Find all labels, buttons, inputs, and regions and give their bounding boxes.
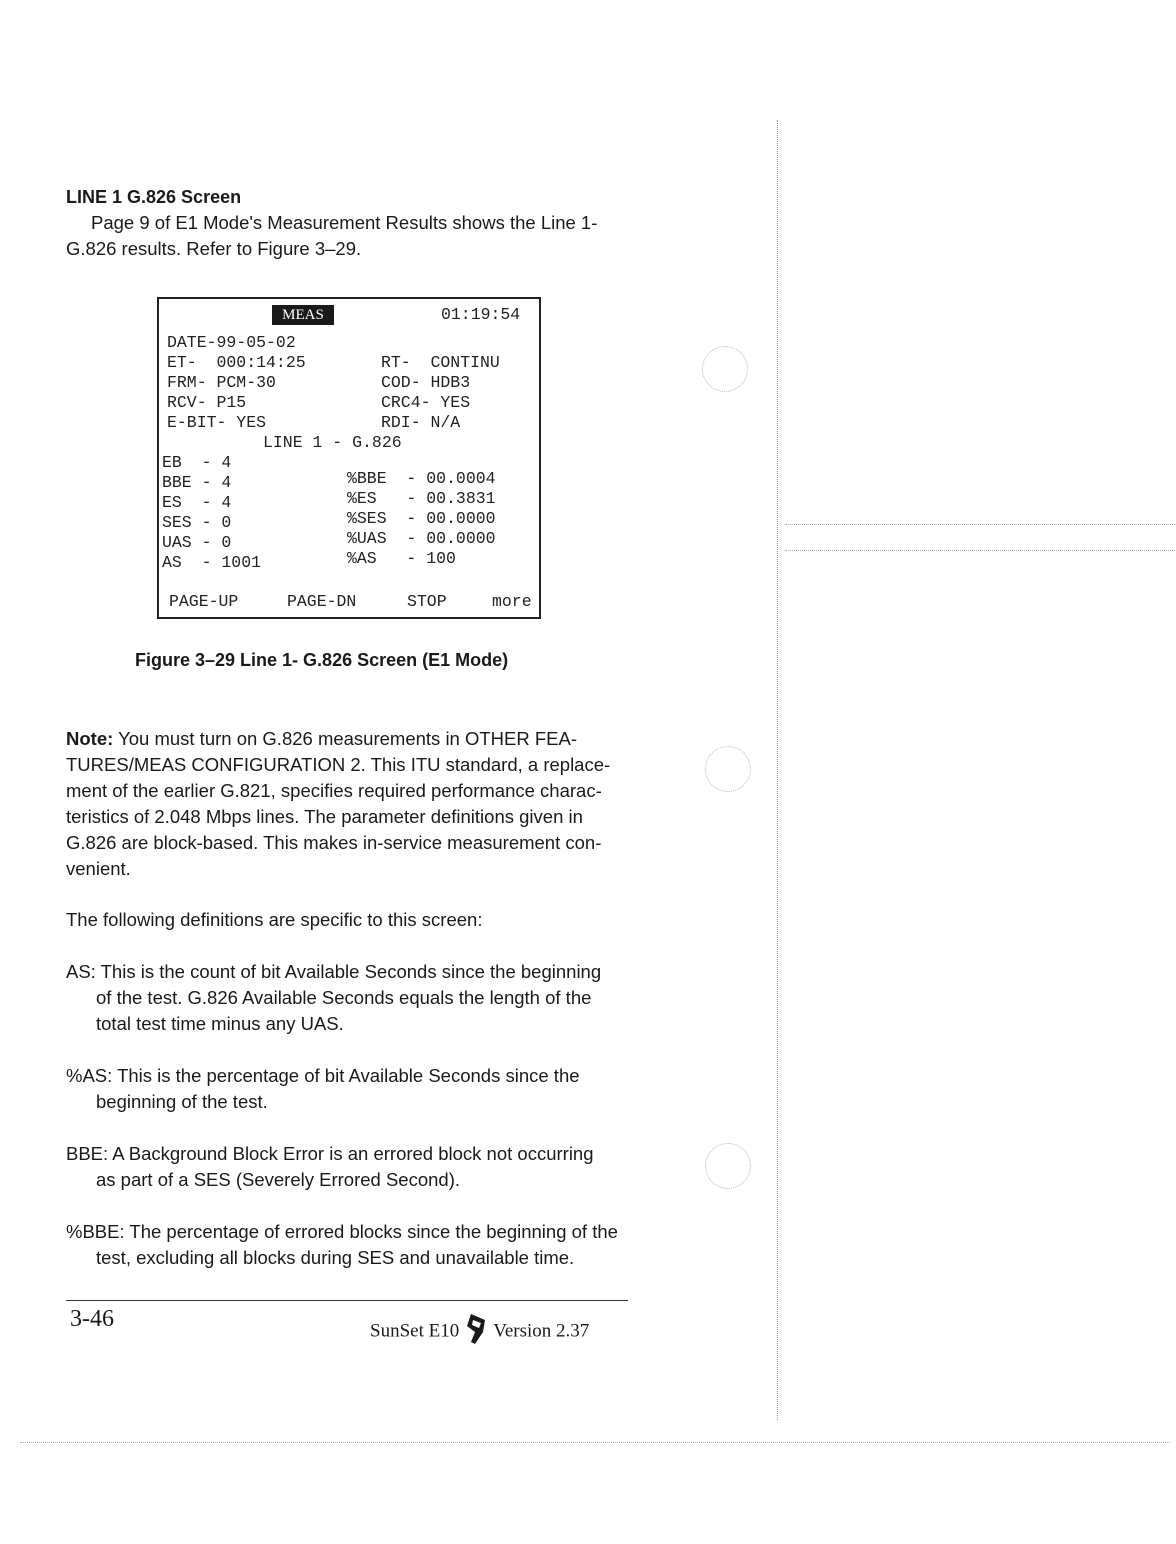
definition-pct-bbe-line-1: test, excluding all blocks during SES and unavailable time. xyxy=(96,1247,575,1268)
definition-bbe-line-1: as part of a SES (Severely Errored Second). xyxy=(96,1169,461,1190)
meas-screen-figure xyxy=(157,297,541,619)
note-line-3: teristics of 2.048 Mbps lines. The parameter definitions given in xyxy=(66,806,583,827)
count-eb: EB - 4 xyxy=(162,453,232,472)
definition-as-line-0: AS: This is the count of bit Available Seconds since the beginning xyxy=(66,961,602,982)
punch-hole-3 xyxy=(705,1143,751,1189)
count-es: ES - 4 xyxy=(162,493,232,512)
note-line-5: venient. xyxy=(66,858,131,879)
intro-paragraph xyxy=(66,210,626,262)
count-bbe: BBE - 4 xyxy=(162,473,232,492)
count-as: AS - 1001 xyxy=(162,553,262,572)
definition-pct-bbe xyxy=(66,1219,628,1271)
note-line-4: G.826 are block-based. This makes in-service measurement con- xyxy=(66,832,602,853)
screen-heading: LINE 1 - G.826 xyxy=(263,433,402,452)
mode-badge: MEAS xyxy=(272,305,334,325)
clock: 01:19:54 xyxy=(441,305,521,324)
pct-bbe: %BBE - 00.0004 xyxy=(347,469,496,488)
pct-es: %ES - 00.3831 xyxy=(347,489,496,508)
softkey-bar xyxy=(159,591,539,613)
footer-product-version xyxy=(370,1312,589,1352)
note-line-0: You must turn on G.826 measurements in OTHER FEA- xyxy=(113,728,578,749)
intro-line-1: Page 9 of E1 Mode's Measurement Results shows the Line 1- xyxy=(91,212,598,233)
count-uas: UAS - 0 xyxy=(162,533,232,552)
punch-hole-1 xyxy=(702,346,748,392)
pct-ses: %SES - 00.0000 xyxy=(347,509,496,528)
status-right-2: CRC4- YES xyxy=(381,393,471,412)
scan-dots-1 xyxy=(785,524,1175,525)
status-left-2: RCV- P15 xyxy=(167,393,247,412)
softkey-stop[interactable]: STOP xyxy=(407,592,447,611)
softkey-more[interactable]: more xyxy=(492,592,532,611)
date-readout: DATE-99-05-02 xyxy=(167,333,296,352)
version-label: Version 2.37 xyxy=(493,1320,590,1342)
definition-bbe xyxy=(66,1141,628,1193)
note-line-1: TURES/MEAS CONFIGURATION 2. This ITU standard, a replace- xyxy=(66,754,611,775)
note-line-2: ment of the earlier G.821, specifies required performance charac- xyxy=(66,780,602,801)
section-title: LINE 1 G.826 Screen xyxy=(66,187,242,207)
page-number: 3-46 xyxy=(70,1306,114,1332)
status-right-1: COD- HDB3 xyxy=(381,373,471,392)
note-paragraph xyxy=(66,726,628,882)
definition-pct-as-line-1: beginning of the test. xyxy=(96,1091,268,1112)
definition-as-line-2: total test time minus any UAS. xyxy=(96,1013,344,1034)
product-name: SunSet E10 xyxy=(370,1320,460,1342)
softkey-page-up[interactable]: PAGE-UP xyxy=(169,592,239,611)
definition-as-line-1: of the test. G.826 Available Seconds equals the length of the xyxy=(96,987,592,1008)
definitions-intro: The following definitions are specific to this screen: xyxy=(66,909,483,930)
definition-pct-as-line-0: %AS: This is the percentage of bit Available Seconds since the xyxy=(66,1065,580,1086)
footer-rule xyxy=(66,1300,628,1301)
note-label: Note: xyxy=(66,728,114,749)
definition-pct-as xyxy=(66,1063,628,1115)
scan-dots-bottom xyxy=(20,1442,1170,1443)
pct-as: %AS - 100 xyxy=(347,549,456,568)
scan-dots-2 xyxy=(785,550,1175,551)
status-left-3: E-BIT- YES xyxy=(167,413,267,432)
status-right-3: RDI- N/A xyxy=(381,413,461,432)
definition-pct-bbe-line-0: %BBE: The percentage of errored blocks since the beginning of the xyxy=(66,1221,618,1242)
status-right-0: RT- CONTINU xyxy=(381,353,500,372)
definition-bbe-line-0: BBE: A Background Block Error is an errored block not occurring xyxy=(66,1143,594,1164)
sunset-logo-icon xyxy=(463,1312,489,1352)
count-ses: SES - 0 xyxy=(162,513,232,532)
status-left-1: FRM- PCM-30 xyxy=(167,373,276,392)
figure-caption: Figure 3–29 Line 1- G.826 Screen (E1 Mode) xyxy=(135,650,509,670)
definition-as xyxy=(66,959,628,1037)
status-left-0: ET- 000:14:25 xyxy=(167,353,306,372)
scan-margin-line xyxy=(777,120,778,1420)
intro-line-2: G.826 results. Refer to Figure 3–29. xyxy=(66,238,362,259)
softkey-page-dn[interactable]: PAGE-DN xyxy=(287,592,357,611)
punch-hole-2 xyxy=(705,746,751,792)
pct-uas: %UAS - 00.0000 xyxy=(347,529,496,548)
